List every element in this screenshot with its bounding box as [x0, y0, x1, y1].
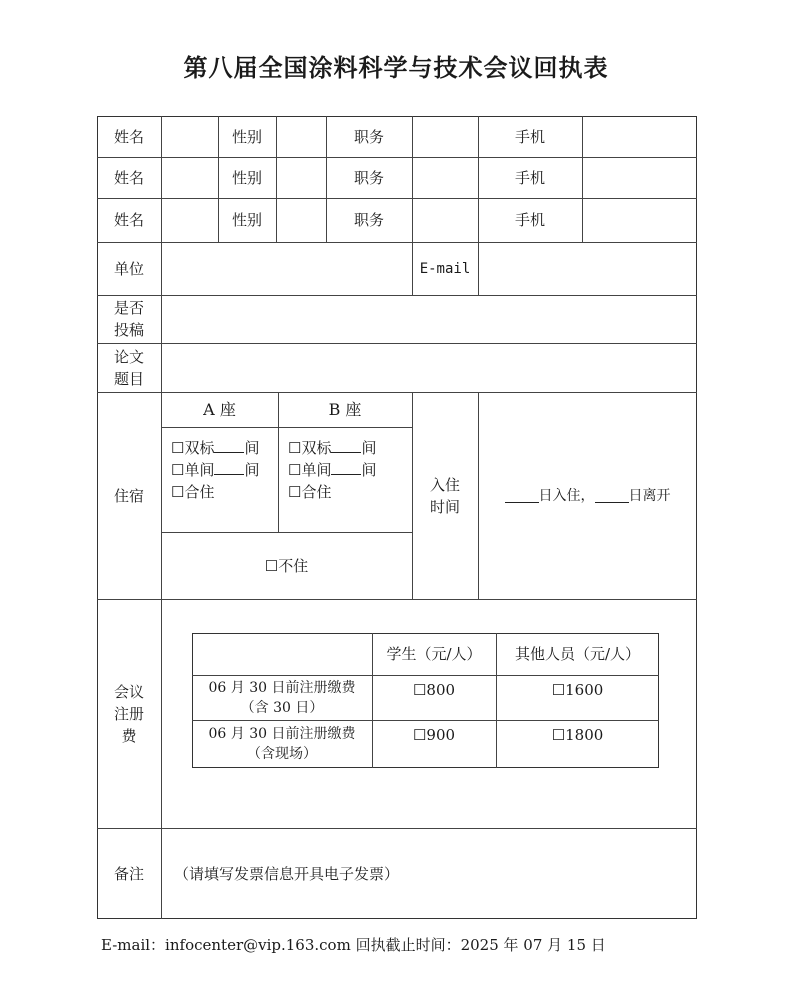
registration-fee-label-line2: 注册: [113, 704, 144, 723]
seat-a-single-blank[interactable]: [214, 460, 244, 475]
seat-a-single-text: ☐单间: [171, 461, 215, 479]
name-input-3[interactable]: [162, 199, 218, 242]
fee-row1-other-option[interactable]: ☐1600: [551, 681, 604, 699]
checkout-day-blank[interactable]: [595, 488, 629, 503]
checkin-day-blank[interactable]: [505, 488, 539, 503]
seat-b-single-blank[interactable]: [331, 460, 361, 475]
paper-title-label: [97, 343, 161, 392]
gender-input-2[interactable]: [277, 158, 326, 198]
remarks-hint: （请填写发票信息开具电子发票）: [174, 864, 400, 883]
footer-contact: E-mail：infocenter@vip.163.com 回执截止时间：2025 年 07 月 15 日: [101, 936, 606, 954]
submit-paper-input[interactable]: [162, 296, 696, 343]
registration-fee-label-line1: 会议: [113, 682, 144, 701]
fee-row1-label: [192, 675, 372, 720]
fee-row2-label-line2: （含现场）: [247, 746, 317, 762]
email-input[interactable]: [479, 243, 696, 295]
checkin-time-label-line2: 时间: [429, 497, 460, 516]
remarks-input[interactable]: [162, 829, 696, 918]
checkin-dates[interactable]: [479, 392, 696, 599]
seat-a-header: A 座: [203, 399, 236, 419]
seat-a-shared-option[interactable]: ☐合住: [171, 483, 215, 501]
phone-label-2: 手机: [514, 168, 545, 187]
fee-row1-label-line1: 06 月 30 日前注册缴费: [208, 679, 356, 696]
checkout-day-text: 日离开: [628, 487, 671, 504]
seat-a-single-option[interactable]: [171, 459, 259, 481]
seat-a-double-unit: 间: [244, 439, 260, 457]
name-label-1: 姓名: [113, 127, 144, 146]
name-label-2: 姓名: [113, 168, 144, 187]
seat-a-double-blank[interactable]: [214, 438, 244, 453]
gender-input-1[interactable]: [277, 117, 326, 157]
fee-header-student: 学生（元/人）: [386, 645, 482, 663]
fee-row2-label: [192, 720, 372, 768]
paper-title-label-line2: 题目: [113, 369, 144, 388]
gender-input-3[interactable]: [277, 199, 326, 242]
phone-label-3: 手机: [514, 211, 545, 229]
name-input-1[interactable]: [162, 117, 218, 157]
seat-b-double-unit: 间: [361, 439, 377, 457]
submit-paper-label: [97, 295, 161, 343]
position-label-2: 职务: [353, 168, 384, 187]
seat-a-double-option[interactable]: [171, 437, 259, 459]
seat-b-double-blank[interactable]: [331, 438, 361, 453]
name-label-3: 姓名: [113, 211, 144, 229]
checkin-day-text: 日入住，: [538, 487, 595, 504]
form-title: 第八届全国涂料科学与技术会议回执表: [183, 54, 609, 82]
registration-fee-label-line3: 费: [121, 726, 137, 745]
email-label: E-mail: [419, 260, 471, 277]
paper-title-label-line1: 论文: [113, 347, 144, 366]
lodging-label: 住宿: [113, 486, 144, 505]
position-label-3: 职务: [353, 211, 384, 229]
phone-input-2[interactable]: [583, 158, 696, 198]
remarks-label: 备注: [113, 864, 144, 883]
gender-label-1: 性别: [231, 127, 262, 146]
unit-label: 单位: [113, 259, 144, 278]
phone-input-3[interactable]: [583, 199, 696, 242]
phone-input-1[interactable]: [583, 117, 696, 157]
seat-b-single-unit: 间: [361, 461, 377, 479]
checkin-time-label-line1: 入住: [429, 475, 460, 494]
seat-b-shared-option[interactable]: ☐合住: [288, 483, 332, 501]
gender-label-2: 性别: [231, 168, 262, 187]
gender-label-3: 性别: [231, 211, 262, 229]
submit-paper-label-line2: 投稿: [113, 321, 144, 339]
seat-b-double-option[interactable]: [288, 437, 376, 459]
fee-row2-other-option[interactable]: ☐1800: [551, 726, 604, 744]
position-input-2[interactable]: [413, 158, 478, 198]
fee-row2-student-option[interactable]: ☐900: [412, 726, 456, 744]
no-stay-option[interactable]: ☐不住: [264, 556, 309, 575]
phone-label-1: 手机: [514, 127, 545, 146]
fee-row1-student-option[interactable]: ☐800: [412, 681, 456, 699]
fee-row1-label-line2: （含 30 日）: [240, 699, 324, 716]
fee-header-other: 其他人员（元/人）: [514, 645, 641, 663]
submit-paper-label-line1: 是否: [113, 299, 144, 317]
registration-fee-label: [97, 599, 161, 828]
seat-b-single-text: ☐单间: [288, 461, 332, 479]
seat-a-double-text: ☐双标: [171, 439, 215, 457]
seat-b-header: B 座: [328, 399, 362, 419]
position-input-3[interactable]: [413, 199, 478, 242]
position-input-1[interactable]: [413, 117, 478, 157]
unit-input[interactable]: [162, 243, 412, 295]
position-label-1: 职务: [353, 127, 384, 146]
checkin-time-label: [412, 392, 478, 599]
name-input-2[interactable]: [162, 158, 218, 198]
seat-b-double-text: ☐双标: [288, 439, 332, 457]
seat-b-single-option[interactable]: [288, 459, 376, 481]
paper-title-input[interactable]: [162, 344, 696, 392]
fee-row2-label-line1: 06 月 30 日前注册缴费: [208, 726, 356, 742]
seat-a-single-unit: 间: [244, 461, 260, 479]
